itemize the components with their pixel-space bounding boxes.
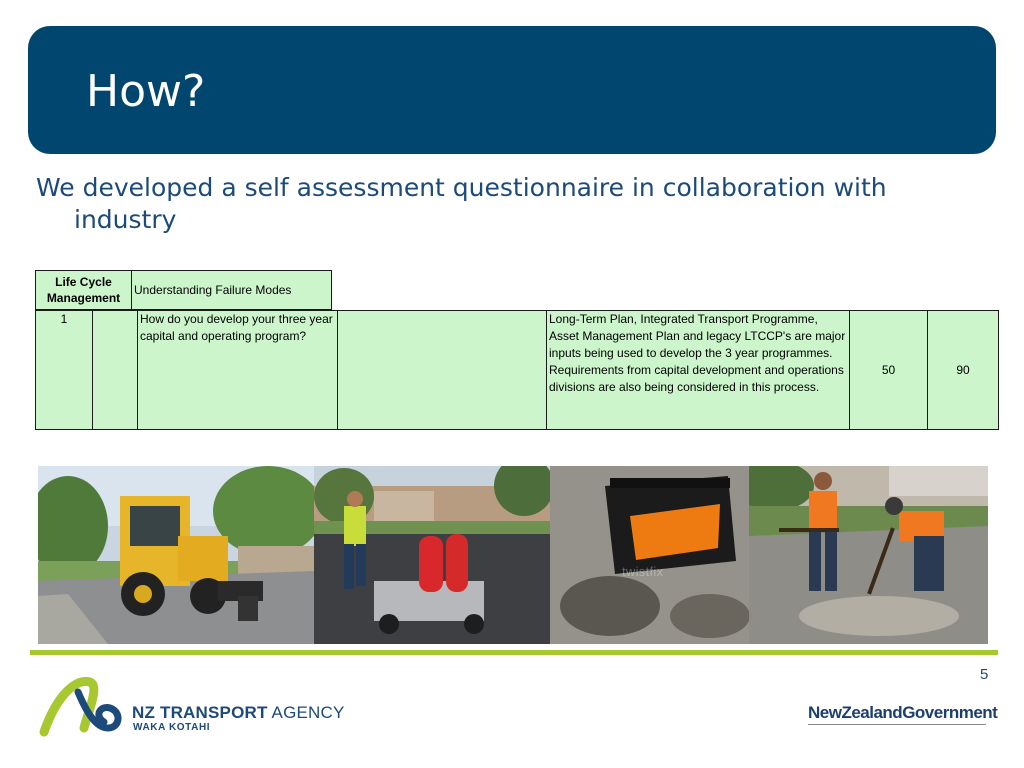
- answer-text: Long-Term Plan, Integrated Transport Programme, Asset Management Plan and legacy LTCCP's are major inputs being used to develop the 3 year programmes. Requirements from capital development and operations divisions are also being considered in this process.: [547, 311, 850, 430]
- road-workers-digging-photo: [749, 466, 988, 644]
- agency-name: [132, 703, 345, 723]
- pothole-repair-product-photo: [550, 466, 749, 644]
- nzta-logo-icon: [38, 672, 128, 747]
- road-marking-worker-photo: [314, 466, 550, 644]
- question-number: 1: [36, 311, 93, 430]
- questionnaire-table: [35, 310, 999, 430]
- title-banner: [28, 26, 996, 154]
- nz-government-logo: NewZealandGovernment: [808, 703, 998, 722]
- government-underline: [808, 724, 986, 725]
- page-number: 5: [980, 666, 989, 683]
- twistfix-watermark: twistfix: [622, 564, 664, 579]
- slide-subtitle: We developed a self assessment questionnaire in collaboration with industry: [36, 173, 887, 234]
- agency-name-rest: AGENCY: [267, 703, 345, 722]
- score-current: 50: [850, 311, 928, 430]
- lifecycle-label: Life Cycle Management: [36, 271, 132, 310]
- footer-accent-rule: [30, 650, 998, 655]
- questionnaire-header-table: [35, 270, 332, 310]
- road-maintenance-vehicle-photo: [38, 466, 314, 644]
- category-label: Understanding Failure Modes: [132, 271, 332, 310]
- empty-cell: [338, 311, 547, 430]
- empty-cell: [93, 311, 138, 430]
- score-target: 90: [928, 311, 999, 430]
- slide-title: How?: [86, 66, 206, 117]
- agency-subtitle: WAKA KOTAHI: [133, 722, 211, 733]
- agency-name-bold: NZ TRANSPORT: [132, 703, 268, 722]
- question-text: How do you develop your three year capital and operating program?: [138, 311, 338, 430]
- table-row: [36, 311, 999, 430]
